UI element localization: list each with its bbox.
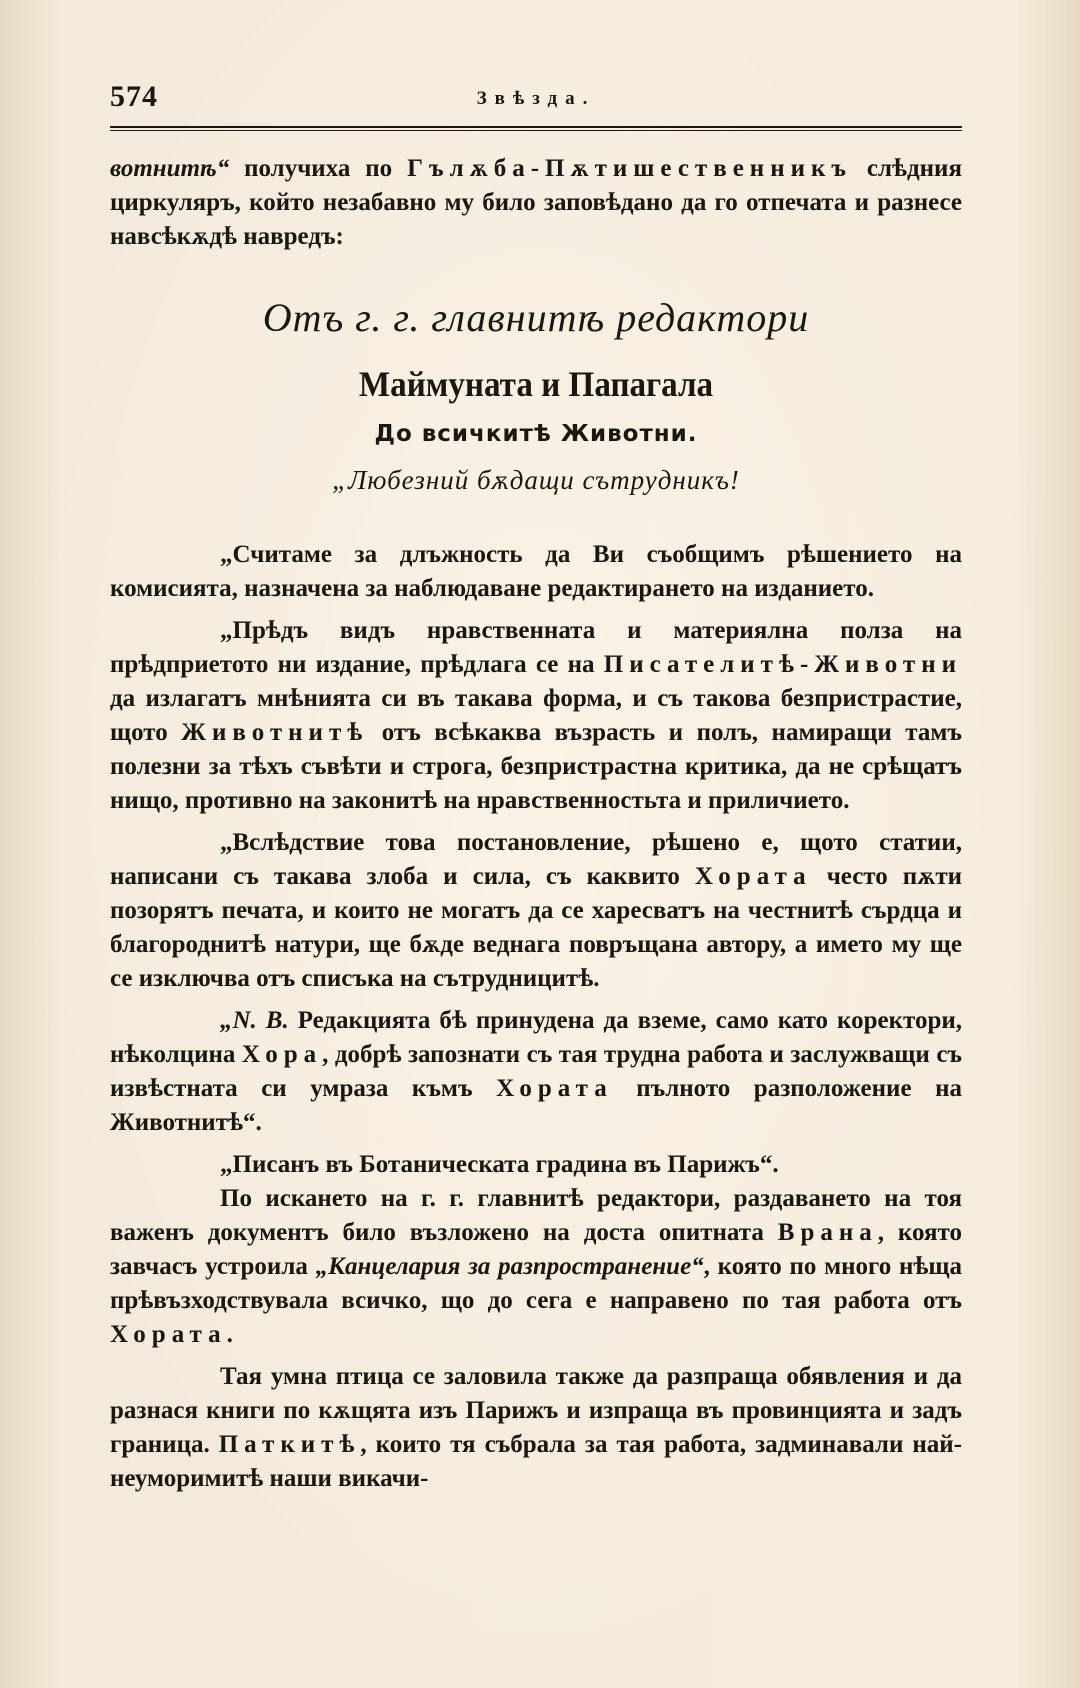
p3-spaced: Хората <box>695 863 812 890</box>
p4-text-c: пълното разположение на Животнитѣ“. <box>110 1075 962 1136</box>
intro-lead: вотнитѣ“ <box>110 155 230 182</box>
p2-spaced-2: Животнитѣ <box>181 719 369 746</box>
p4-text-b: , добрѣ запознати съ тая трудна работа и заслужващи съ извѣстната си умраза къмъ <box>110 1041 963 1102</box>
p6-italic: „Канцелария за разпространение“ <box>315 1253 704 1280</box>
p2-text-a: „Прѣдъ видъ нравственната и материялна полза на прѣдприетото ни издание, прѣдлага се на <box>110 617 962 678</box>
p6-spaced-1: Врана <box>777 1219 878 1246</box>
p6-text-d: . <box>226 1321 233 1348</box>
paragraph-4 <box>110 1004 962 1140</box>
p2-spaced-1: Писателитѣ-Животни <box>603 651 962 678</box>
salutation: „Любезний бѫдащи сътрудникъ! <box>332 465 740 495</box>
page-number: 574 <box>110 80 158 113</box>
intro-text-2: слѣдния циркуляръ, който незабавно му било заповѣдано да го отпечата и разнесе навсѣкѫдѣ навредъ: <box>110 155 962 250</box>
heading-bold: Маймуната и Папагала <box>358 364 714 404</box>
paragraph-5: „Писанъ въ Ботаническата градина въ Парижъ“. <box>220 1151 779 1178</box>
p6-spaced-2: Хората <box>110 1321 227 1348</box>
paragraph-2 <box>110 614 962 818</box>
p2-text-c: отъ всѣкаква възрасть и полъ, намиращи тамъ полезни за тѣхъ съвѣти и строга, безпристрастна критика, да не срѣщатъ нищо, противно на законитѣ на нравственностьта и приличието. <box>110 719 962 814</box>
intro-paragraph <box>110 152 962 254</box>
header-rule <box>110 126 962 131</box>
body-text <box>110 152 962 1496</box>
p7-text-a: Тая умна птица се заловила также да разпраща обявления и да разнася книги по кѫщята изъ Парижъ и изпраща въ провинцията и задъ граница. <box>110 1363 962 1458</box>
p7-spaced: Паткитѣ <box>218 1431 361 1458</box>
p7-text-b: , които тя събрала за тая работа, задминавали най-неуморимитѣ наши викачи- <box>110 1431 962 1492</box>
paragraph-3 <box>110 826 962 996</box>
heading-italic: Отъ г. г. главнитѣ редактори <box>262 295 810 340</box>
page-header <box>110 80 962 124</box>
paragraph-6 <box>110 1182 962 1352</box>
paragraph-1: „Считаме за длъжность да Ви съобщимъ рѣшението на комисията, назначена за наблюдаване редактирането на изданието. <box>110 541 962 602</box>
p3-text-a: „Вслѣдствие това постановление, рѣшено е, щото статии, написани съ такава злоба и сила, съ каквито <box>110 829 962 890</box>
paragraph-7 <box>110 1360 962 1496</box>
p3-text-b: често пѫти позорятъ печата, и които не могатъ да се харесватъ на честнитѣ сърдца и благороднитѣ натури, ще бѫде веднага повръщана автору, а името му ще се изключва отъ списъка на сътрудницитѣ. <box>110 863 963 992</box>
p4-nb: „N. B. <box>220 1007 289 1034</box>
running-head: Звѣзда. <box>476 88 596 109</box>
p4-spaced-2: Хората <box>496 1075 613 1102</box>
p6-text-b: , която завчасъ устроила <box>110 1219 962 1280</box>
intro-name: Гълѫба-Пѫтишественникъ <box>407 155 852 182</box>
p4-spaced-1: Хора <box>241 1041 323 1068</box>
intro-text-1: получиха по <box>229 155 408 182</box>
heading-sans: До всичкитѣ Животни. <box>374 421 698 447</box>
p6-text-a: По искането на г. г. главнитѣ редактори, раздаването на тоя важенъ документъ било възложено на доста опитната <box>110 1185 962 1246</box>
p2-text-b: да излагатъ мнѣнията си въ такава форма, и съ такова безпристрастие, щото <box>110 685 962 746</box>
p4-text-a: Редакцията бѣ принудена да вземе, само като коректори, нѣколцина <box>110 1007 963 1068</box>
p6-text-c: , която по много нѣща прѣвъзходствувала всичко, що до сега е направено по тая работа отъ <box>110 1253 962 1314</box>
